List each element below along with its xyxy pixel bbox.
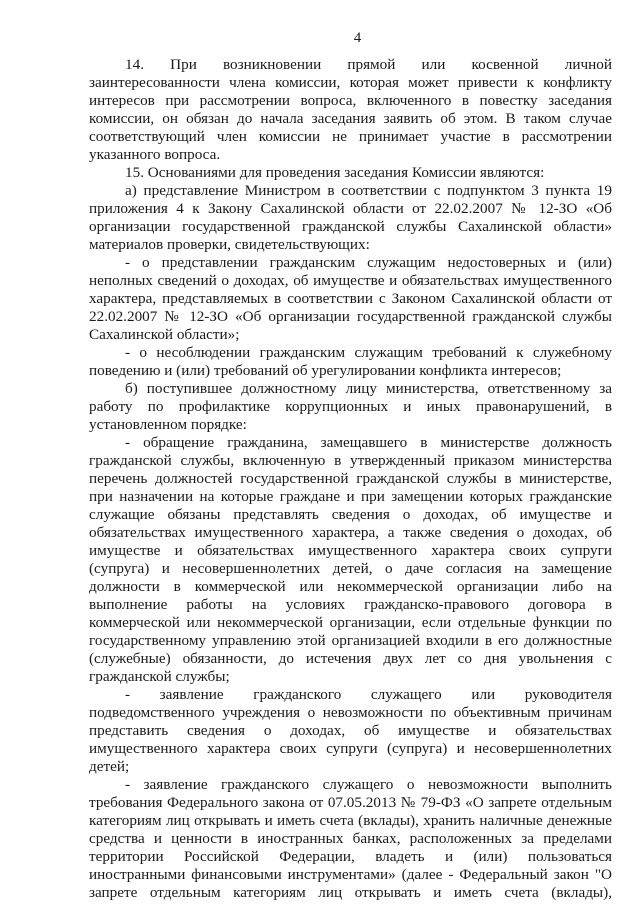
paragraph-15-b-item-2: - заявление гражданского служащего или руководителя подведомственного учреждения о невозможности по объективным причинам представить сведения о доходах, об имуществе и обязательствах имущественного характера своих супруги (супруга) и несовершеннолетних детей; (89, 686, 612, 775)
paragraph-15-b-item-1: - обращение гражданина, замещавшего в министерстве должность гражданской службы, включенную в утвержденный приказом министерства перечень должностей государственной гражданской службы в министерстве, при назначении на которые граждане и при замещении которых гражданские служащие обязаны представлять сведения о доходах, об имуществе и обязательствах имущественного характера, а также сведения о доходах, об имуществе и обязательствах имущественного характера своих супруги (супруга) и несовершеннолетних детей, о даче согласия на замещение должности в коммерческой или некоммерческой организации либо на выполнение работы на условиях гражданско-правового договора в коммерческой или некоммерческой организации, если отдельные функции по государственному управлению этой организацией входили в его должностные (служебные) обязанности, до истечения двух лет со дня увольнения с гражданской службы; (89, 434, 612, 685)
paragraph-14: 14. При возникновении прямой или косвенной личной заинтересованности члена комиссии, которая может привести к конфликту интересов при рассмотрении вопроса, включенного в повестку заседания комиссии, он обязан до начала заседания заявить об этом. В таком случае соответствующий член комиссии не принимает участие в рассмотрении указанного вопроса. (89, 56, 612, 163)
paragraph-15-b: б) поступившее должностному лицу министерства, ответственному за работу по профилактике коррупционных и иных правонарушений, в установленном порядке: (89, 380, 612, 433)
paragraph-15-a: а) представление Министром в соответствии с подпунктом 3 пункта 19 приложения 4 к Закону Сахалинской области от 22.02.2007 № 12-ЗО «Об организации государственной гражданской службы Сахалинской области» материалов проверки, свидетельствующих: (89, 182, 612, 253)
paragraph-15-b-item-3: - заявление гражданского служащего о невозможности выполнить требования Федерального закона от 07.05.2013 № 79-ФЗ «О запрете отдельным категориям лиц открывать и иметь счета (вклады), хранить наличные денежные средства и ценности в иностранных банках, расположенных за пределами территории Российской Федерации, владеть и (или) пользоваться иностранными финансовыми инструментами» (далее - Федеральный закон "О запрете отдельным категориям лиц открывать и иметь счета (вклады), (89, 776, 612, 901)
page-number: 4 (353, 30, 362, 46)
paragraph-15-a-item-1: - о представлении гражданским служащим недостоверных и (или) неполных сведений о доходах, об имуществе и обязательствах имущественного характера, представляемых в соответствии с Законом Сахалинской области от 22.02.2007 № 12-ЗО «Об организации государственной гражданской службы Сахалинской области»; (89, 254, 612, 343)
paragraph-15-a-item-2: - о несоблюдении гражданским служащим требований к служебному поведению и (или) требований об урегулировании конфликта интересов; (89, 344, 612, 379)
paragraph-15: 15. Основаниями для проведения заседания Комиссии являются: (125, 164, 545, 181)
